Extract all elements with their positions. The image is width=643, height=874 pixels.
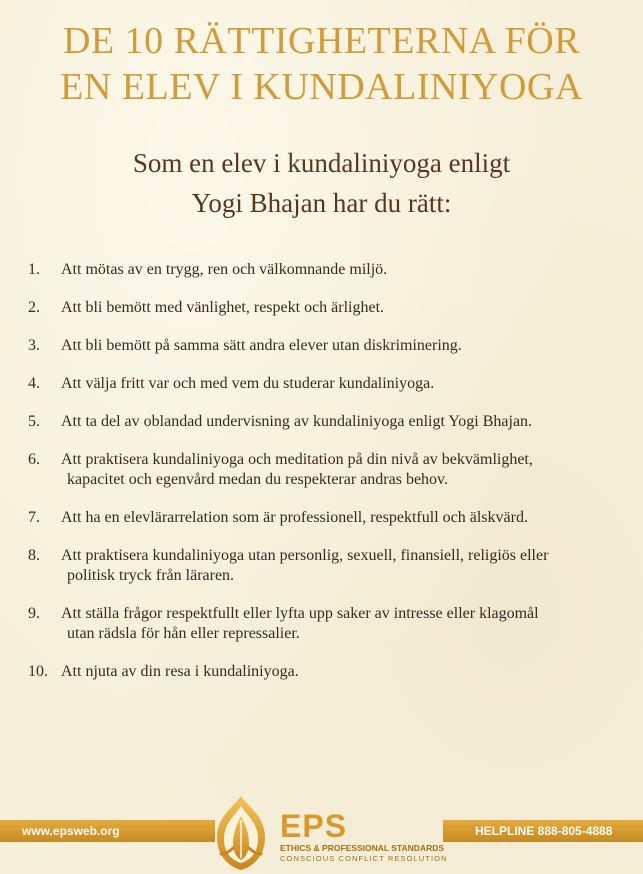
title-line-2: EN ELEV I KUNDALINIYOGA: [60, 66, 583, 108]
right-text: Att praktisera kundaliniyoga och meditation på din nivå av bekvämlighet,: [61, 451, 533, 468]
right-text: Att ställa frågor respektfullt eller lyfta upp saker av intresse eller klagomål: [61, 605, 539, 622]
right-text: Att bli bemött på samma sätt andra elever utan diskriminering.: [61, 337, 462, 354]
title-line-1: DE 10 RÄTTIGHETERNA FÖR: [62, 20, 581, 62]
logo-tagline-1: ETHICS & PROFESSIONAL STANDARDS: [280, 843, 445, 853]
right-number: 8.: [28, 547, 40, 564]
right-number: 9.: [28, 605, 40, 622]
eps-logo: [205, 792, 448, 872]
right-text: Att bli bemött med vänlighet, respekt och ärlighet.: [61, 299, 385, 316]
right-text-continued: politisk tryck från läraren.: [67, 567, 235, 584]
right-number: 7.: [28, 509, 40, 526]
logo-wordmark: EPS: [280, 808, 348, 844]
right-number: 2.: [28, 299, 40, 316]
footer: [0, 778, 643, 874]
right-text: Att ha en elevlärarrelation som är professionell, respektfull och älskvärd.: [61, 509, 528, 526]
right-number: 6.: [28, 451, 40, 468]
right-item-3: [28, 336, 628, 356]
right-item-5: [28, 412, 628, 432]
website-link[interactable]: www.epsweb.org: [0, 820, 215, 842]
right-text: Att njuta av din resa i kundaliniyoga.: [61, 663, 299, 680]
page-subtitle: [0, 143, 643, 223]
right-item-2: [28, 298, 628, 318]
rights-list: [28, 260, 628, 682]
right-item-10: [28, 662, 628, 682]
praying-hands-flame-icon: [205, 792, 277, 872]
right-item-4: [28, 374, 628, 394]
right-text: Att välja fritt var och med vem du studerar kundaliniyoga.: [61, 375, 435, 392]
subtitle-line-2: Yogi Bhajan har du rätt:: [191, 188, 452, 218]
page-title: [0, 18, 643, 110]
right-number: 3.: [28, 337, 40, 354]
right-number: 4.: [28, 375, 40, 392]
right-item-9: [28, 604, 628, 644]
right-text-continued: kapacitet och egenvård medan du respekterar andras behov.: [67, 471, 449, 488]
subtitle-line-1: Som en elev i kundaliniyoga enligt: [132, 148, 511, 178]
right-text: Att mötas av en trygg, ren och välkomnande miljö.: [61, 261, 388, 278]
right-number: 1.: [28, 261, 40, 278]
helpline-number: HELPLINE 888-805-4888: [443, 820, 643, 842]
right-item-6: [28, 450, 628, 490]
right-text: Att praktisera kundaliniyoga utan personlig, sexuell, finansiell, religiös eller: [61, 547, 549, 564]
right-number: 5.: [28, 413, 40, 430]
right-text-continued: utan rädsla för hån eller repressalier.: [67, 625, 300, 642]
right-text: Att ta del av oblandad undervisning av kundaliniyoga enligt Yogi Bhajan.: [61, 413, 533, 430]
logo-tagline-2: CONSCIOUS CONFLICT RESOLUTION: [280, 854, 448, 863]
right-number: 10.: [28, 663, 48, 680]
right-item-8: [28, 546, 628, 586]
right-item-1: [28, 260, 628, 280]
right-item-7: [28, 508, 628, 528]
